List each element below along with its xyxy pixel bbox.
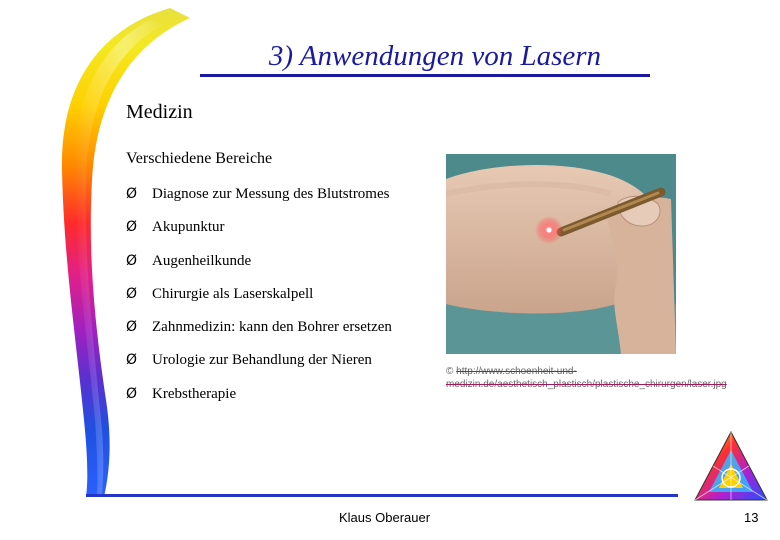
- footer-rule: [86, 494, 678, 497]
- bullet-list: [126, 186, 392, 419]
- slide-title: 3) Anwendungen von Lasern: [268, 40, 602, 72]
- author-name: Klaus Oberauer: [339, 510, 431, 525]
- list-item: [126, 386, 392, 419]
- bullet-text: Akupunktur: [152, 219, 225, 236]
- arrow-bullet-icon: Ø: [126, 186, 138, 202]
- laser-treatment-photo: [446, 154, 676, 354]
- list-item: [126, 253, 392, 286]
- list-item: [126, 286, 392, 319]
- image-credit: [446, 365, 727, 391]
- arrow-bullet-icon: Ø: [126, 319, 138, 336]
- bullet-text: Augenheilkunde: [152, 252, 252, 269]
- bullet-text: Chirurgie als Laserskalpell: [152, 285, 314, 302]
- triangle-logo-icon: [693, 430, 769, 504]
- section-subheading: Verschiedene Bereiche: [126, 150, 273, 167]
- list-item: [126, 352, 392, 385]
- list-item: [126, 219, 392, 252]
- copyright-symbol: ©: [446, 366, 454, 377]
- title-underline: [200, 74, 650, 77]
- page-number: 13: [744, 510, 759, 525]
- list-item: [126, 186, 392, 219]
- arrow-bullet-icon: Ø: [126, 219, 138, 236]
- list-item: [126, 319, 392, 352]
- laser-photo-illustration: [446, 154, 676, 354]
- bullet-text: Diagnose zur Messung des Blutstromes: [152, 186, 390, 202]
- arrow-bullet-icon: Ø: [126, 352, 138, 369]
- image-source-link[interactable]: http://www.schoenheit-und-medizin.de/aesthetisch_plastisch/plastische_chirurgen/laser.jpg: [446, 366, 727, 390]
- arrow-bullet-icon: Ø: [126, 252, 138, 269]
- arrow-bullet-icon: Ø: [126, 285, 138, 302]
- bullet-text: Krebstherapie: [152, 385, 237, 402]
- arrow-bullet-icon: Ø: [126, 385, 138, 402]
- section-heading: Medizin: [126, 101, 193, 123]
- bullet-text: Urologie zur Behandlung der Nieren: [152, 352, 372, 369]
- bullet-text: Zahnmedizin: kann den Bohrer ersetzen: [152, 319, 392, 336]
